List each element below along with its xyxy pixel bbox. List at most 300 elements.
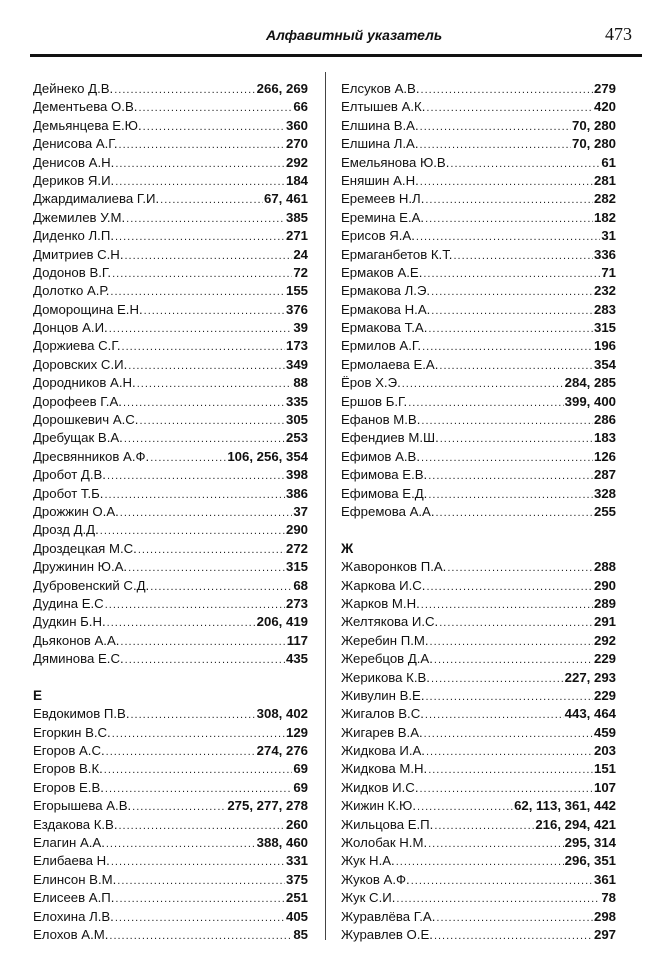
entry-pages: 420 bbox=[593, 99, 616, 115]
index-entry bbox=[33, 466, 308, 484]
section-letter: Е bbox=[33, 687, 43, 703]
entry-name: Дудкин Б.Н. bbox=[33, 614, 106, 630]
entry-pages: 288 bbox=[593, 559, 616, 575]
leader-dots bbox=[447, 559, 593, 576]
leader-dots bbox=[115, 909, 285, 926]
leader-dots bbox=[425, 706, 564, 723]
entry-pages: 399, 400 bbox=[564, 393, 616, 409]
entry-list-zh bbox=[341, 558, 616, 944]
entry-pages: 361 bbox=[593, 871, 616, 887]
entry-name: Дудина Е.С bbox=[33, 595, 104, 611]
entry-name: Елшина Л.А. bbox=[341, 136, 419, 152]
entry-name: Егоров В.К. bbox=[33, 761, 103, 777]
index-entry bbox=[33, 80, 308, 98]
leader-dots bbox=[430, 633, 593, 650]
leader-dots bbox=[117, 872, 285, 889]
entry-name: Елсуков А.В. bbox=[341, 81, 420, 96]
entry-pages: 196 bbox=[593, 338, 616, 354]
entry-name: Жигарев В.А. bbox=[341, 724, 423, 740]
leader-dots bbox=[450, 155, 600, 172]
index-entry bbox=[33, 264, 308, 282]
index-entry bbox=[33, 227, 308, 245]
index-entry bbox=[341, 595, 616, 613]
entry-name: Еняшин А.Н. bbox=[341, 172, 419, 188]
entry-name: Ефимов А.В. bbox=[341, 448, 421, 464]
entry-pages: 296, 351 bbox=[564, 853, 616, 869]
leader-dots bbox=[431, 302, 593, 319]
leader-dots bbox=[104, 761, 293, 778]
leader-dots bbox=[124, 430, 285, 447]
entry-name: Жигалов В.С. bbox=[341, 706, 424, 722]
leader-dots bbox=[440, 430, 593, 447]
leader-dots bbox=[428, 320, 593, 337]
entry-pages: 62, 113, 361, 442 bbox=[514, 798, 616, 814]
entry-pages: 273 bbox=[285, 595, 308, 611]
leader-dots bbox=[150, 578, 292, 595]
entry-pages: 443, 464 bbox=[564, 706, 616, 722]
leader-dots bbox=[122, 338, 285, 355]
index-entry bbox=[33, 521, 308, 539]
index-entry bbox=[33, 705, 308, 723]
index-entry bbox=[33, 908, 308, 926]
index-entry bbox=[341, 742, 616, 760]
entry-name: Ермолаева Е.А. bbox=[341, 356, 439, 372]
entry-pages: 266, 269 bbox=[256, 81, 308, 96]
leader-dots bbox=[428, 467, 593, 484]
entry-pages: 78 bbox=[601, 890, 616, 906]
entry-name: Дьяконов А.А. bbox=[33, 632, 120, 648]
leader-dots bbox=[396, 890, 600, 907]
entry-pages: 61 bbox=[601, 154, 616, 170]
index-entry bbox=[33, 816, 308, 834]
entry-pages: 398 bbox=[285, 467, 308, 483]
leader-dots bbox=[138, 541, 285, 558]
entry-name: Егоров Е.В. bbox=[33, 779, 104, 795]
entry-pages: 287 bbox=[593, 467, 616, 483]
entry-pages: 279 bbox=[593, 81, 616, 96]
entry-name: Елинсон В.М. bbox=[33, 871, 117, 887]
entry-pages: 117 bbox=[286, 632, 308, 648]
entry-list-e bbox=[33, 705, 308, 944]
entry-name: Денисова А.Г. bbox=[33, 136, 118, 152]
entry-name: Журавлев О.Е. bbox=[341, 926, 433, 942]
entry-pages: 272 bbox=[285, 540, 308, 556]
entry-name: Жук Н.А. bbox=[341, 853, 395, 869]
leader-dots bbox=[431, 670, 564, 687]
index-entry bbox=[341, 246, 616, 264]
entry-name: Евдокимов П.В. bbox=[33, 706, 130, 722]
entry-name: Ездакова К.В. bbox=[33, 816, 118, 832]
leader-dots bbox=[396, 853, 564, 870]
entry-name: Жолобак Н.М. bbox=[341, 835, 428, 851]
entry-pages: 203 bbox=[593, 743, 616, 759]
entry-name: Жаворонков П.А. bbox=[341, 559, 447, 575]
entry-pages: 107 bbox=[593, 779, 616, 795]
entry-name: Ершов Б.Г. bbox=[341, 393, 408, 409]
entry-name: Дубровенский С.Д. bbox=[33, 577, 150, 593]
entry-pages: 260 bbox=[285, 816, 308, 832]
entry-name: Елшина В.А. bbox=[341, 117, 419, 133]
index-entry bbox=[33, 852, 308, 870]
index-entry bbox=[33, 429, 308, 447]
leader-dots bbox=[120, 504, 293, 521]
index-entry bbox=[33, 650, 308, 668]
leader-dots bbox=[426, 688, 593, 705]
index-entry bbox=[341, 117, 616, 135]
index-entry bbox=[33, 558, 308, 576]
entry-name: Доровских С.И. bbox=[33, 356, 128, 372]
leader-dots bbox=[425, 210, 593, 227]
entry-pages: 227, 293 bbox=[564, 669, 616, 685]
entry-pages: 72 bbox=[293, 264, 308, 280]
index-entry bbox=[341, 356, 616, 374]
index-entry bbox=[33, 724, 308, 742]
entry-pages: 24 bbox=[293, 246, 308, 262]
leader-dots bbox=[453, 247, 593, 264]
leader-dots bbox=[150, 449, 226, 466]
entry-name: Диденко Л.П. bbox=[33, 228, 114, 244]
leader-dots bbox=[105, 780, 292, 797]
leader-dots bbox=[426, 578, 593, 595]
entry-pages: 386 bbox=[285, 485, 308, 501]
leader-dots bbox=[111, 853, 285, 870]
entry-pages: 229 bbox=[593, 651, 616, 667]
index-entry bbox=[341, 411, 616, 429]
entry-pages: 39 bbox=[293, 320, 308, 336]
entry-pages: 173 bbox=[285, 338, 308, 354]
index-entry bbox=[341, 834, 616, 852]
entry-pages: 270 bbox=[285, 136, 308, 152]
entry-pages: 70, 280 bbox=[572, 117, 616, 133]
index-entry bbox=[33, 448, 308, 466]
index-entry bbox=[341, 466, 616, 484]
index-entry bbox=[341, 650, 616, 668]
leader-dots bbox=[115, 155, 285, 172]
entry-name: Дородников А.Н. bbox=[33, 375, 136, 391]
leader-dots bbox=[426, 743, 593, 760]
entry-pages: 283 bbox=[593, 301, 616, 317]
entry-pages: 290 bbox=[593, 577, 616, 593]
leader-dots bbox=[112, 265, 292, 282]
entry-name: Ермаганбетов К.Т. bbox=[341, 246, 453, 262]
index-entry bbox=[33, 926, 308, 944]
leader-dots bbox=[112, 725, 285, 742]
entry-name: Ермакова Т.А. bbox=[341, 320, 428, 336]
entry-pages: 229 bbox=[593, 687, 616, 703]
leader-dots bbox=[436, 504, 593, 521]
index-entry bbox=[341, 503, 616, 521]
entry-pages: 336 bbox=[593, 246, 616, 262]
index-entry bbox=[33, 190, 308, 208]
entry-name: Додонов В.Г. bbox=[33, 264, 112, 280]
index-entry bbox=[33, 632, 308, 650]
index-entry bbox=[33, 779, 308, 797]
index-entry bbox=[33, 374, 308, 392]
entry-name: Доржиева С.Г. bbox=[33, 338, 121, 354]
entry-pages: 155 bbox=[285, 283, 308, 299]
leader-dots bbox=[137, 375, 293, 392]
entry-pages: 69 bbox=[293, 779, 308, 795]
leader-dots bbox=[431, 283, 593, 300]
index-entry bbox=[341, 871, 616, 889]
entry-name: Еремеев Н.Л. bbox=[341, 191, 425, 207]
leader-dots bbox=[402, 375, 564, 392]
entry-pages: 70, 280 bbox=[572, 136, 616, 152]
entry-pages: 291 bbox=[593, 614, 616, 630]
leader-dots bbox=[131, 706, 256, 723]
entry-list-e-continued bbox=[341, 80, 616, 521]
index-entry bbox=[33, 834, 308, 852]
entry-name: Жидков И.С. bbox=[341, 779, 419, 795]
entry-pages: 290 bbox=[285, 522, 308, 538]
entry-pages: 275, 277, 278 bbox=[227, 798, 308, 814]
entry-pages: 388, 460 bbox=[256, 835, 308, 851]
index-entry bbox=[341, 577, 616, 595]
leader-dots bbox=[420, 118, 571, 135]
entry-pages: 253 bbox=[285, 430, 308, 446]
leader-dots bbox=[132, 798, 226, 815]
section-gap bbox=[33, 669, 308, 687]
entry-pages: 298 bbox=[593, 908, 616, 924]
leader-dots bbox=[125, 651, 285, 668]
leader-dots bbox=[128, 559, 285, 576]
entry-pages: 335 bbox=[285, 393, 308, 409]
leader-dots bbox=[115, 890, 285, 907]
index-entry bbox=[341, 448, 616, 466]
entry-pages: 88 bbox=[293, 375, 308, 391]
entry-pages: 85 bbox=[293, 926, 308, 942]
leader-dots bbox=[115, 173, 285, 190]
leader-dots bbox=[144, 302, 285, 319]
leader-dots bbox=[107, 614, 256, 631]
leader-dots bbox=[143, 118, 285, 135]
entry-pages: 328 bbox=[593, 485, 616, 501]
page-header bbox=[30, 24, 642, 57]
entry-name: Жильцова Е.П. bbox=[341, 816, 434, 832]
entry-pages: 129 bbox=[285, 724, 308, 740]
entry-name: Егоров А.С. bbox=[33, 743, 105, 759]
entry-pages: 69 bbox=[293, 761, 308, 777]
index-entry bbox=[341, 319, 616, 337]
index-entry bbox=[33, 282, 308, 300]
leader-dots bbox=[421, 412, 593, 429]
index-entry bbox=[33, 319, 308, 337]
leader-dots bbox=[106, 743, 256, 760]
leader-dots bbox=[426, 99, 593, 116]
entry-pages: 331 bbox=[285, 853, 308, 869]
entry-pages: 151 bbox=[593, 761, 616, 777]
index-entry bbox=[341, 816, 616, 834]
entry-pages: 292 bbox=[593, 632, 616, 648]
index-entry bbox=[341, 705, 616, 723]
index-entry bbox=[341, 632, 616, 650]
leader-dots bbox=[421, 596, 593, 613]
entry-name: Еремина Е.А. bbox=[341, 209, 425, 225]
leader-dots bbox=[416, 228, 600, 245]
index-entry bbox=[33, 393, 308, 411]
entry-pages: 405 bbox=[285, 908, 308, 924]
index-entry bbox=[341, 301, 616, 319]
index-entry bbox=[341, 264, 616, 282]
index-entry bbox=[341, 926, 616, 944]
leader-dots bbox=[123, 394, 285, 411]
leader-dots bbox=[115, 228, 285, 245]
index-entry bbox=[341, 429, 616, 447]
entry-name: Елтышев А.К. bbox=[341, 99, 426, 115]
leader-dots bbox=[105, 596, 285, 613]
index-entry bbox=[33, 595, 308, 613]
entry-pages: 71 bbox=[601, 264, 616, 280]
entry-name: Жарков М.Н. bbox=[341, 595, 420, 611]
entry-pages: 183 bbox=[593, 430, 616, 446]
entry-name: Елагин А.А. bbox=[33, 835, 105, 851]
index-entry bbox=[341, 190, 616, 208]
entry-name: Жук С.И. bbox=[341, 890, 396, 906]
entry-pages: 297 bbox=[593, 926, 616, 942]
entry-name: Ермаков А.Е. bbox=[341, 264, 423, 280]
entry-pages: 284, 285 bbox=[564, 375, 616, 391]
section-gap bbox=[341, 521, 616, 539]
index-entry bbox=[33, 411, 308, 429]
leader-dots bbox=[119, 136, 285, 153]
entry-name: Дементьева О.В. bbox=[33, 99, 138, 115]
entry-name: Егоркин В.С. bbox=[33, 724, 111, 740]
entry-pages: 459 bbox=[593, 724, 616, 740]
entry-name: Долотко А.Р. bbox=[33, 283, 110, 299]
running-title: Алфавитный указатель bbox=[266, 27, 443, 43]
leader-dots bbox=[428, 486, 593, 503]
index-entry bbox=[341, 797, 616, 815]
leader-dots bbox=[424, 725, 593, 742]
entry-name: Ефендиев М.Ш. bbox=[341, 430, 439, 446]
entry-name: Журавлёва Г.А. bbox=[341, 908, 436, 924]
leader-dots bbox=[109, 320, 293, 337]
entry-name: Жеребин П.М. bbox=[341, 632, 429, 648]
entry-pages: 182 bbox=[593, 209, 616, 225]
entry-name: Ефимова Е.В. bbox=[341, 467, 428, 483]
entry-name: Дрозд Д.Д. bbox=[33, 522, 99, 538]
index-column-right bbox=[341, 80, 616, 944]
index-entry bbox=[33, 797, 308, 815]
entry-pages: 106, 256, 354 bbox=[227, 448, 308, 464]
entry-name: Елохов А.М. bbox=[33, 926, 109, 942]
entry-name: Дорошкевич А.С. bbox=[33, 412, 139, 428]
entry-list-d bbox=[33, 80, 308, 669]
leader-dots bbox=[434, 927, 593, 944]
entry-name: Елисеев А.П. bbox=[33, 890, 115, 906]
leader-dots bbox=[434, 817, 534, 834]
leader-dots bbox=[439, 614, 593, 631]
leader-dots bbox=[425, 191, 593, 208]
entry-name: Донцов А.И. bbox=[33, 320, 108, 336]
leader-dots bbox=[100, 522, 285, 539]
index-entry bbox=[33, 871, 308, 889]
leader-dots bbox=[138, 99, 292, 116]
leader-dots bbox=[106, 835, 256, 852]
entry-pages: 385 bbox=[285, 209, 308, 225]
index-entry bbox=[33, 246, 308, 264]
entry-name: Жаркова И.С. bbox=[341, 577, 426, 593]
entry-pages: 315 bbox=[593, 320, 616, 336]
entry-name: Доморощина Е.Н. bbox=[33, 301, 143, 317]
index-entry bbox=[341, 282, 616, 300]
entry-pages: 31 bbox=[601, 228, 616, 244]
index-entry bbox=[341, 724, 616, 742]
entry-pages: 206, 419 bbox=[256, 614, 308, 630]
index-entry bbox=[341, 852, 616, 870]
entry-name: Егорышева А.В. bbox=[33, 798, 132, 814]
entry-pages: 251 bbox=[285, 890, 308, 906]
index-entry bbox=[341, 558, 616, 576]
index-entry bbox=[341, 889, 616, 907]
entry-pages: 271 bbox=[285, 228, 308, 244]
leader-dots bbox=[420, 173, 593, 190]
entry-name: Ефремова А.А. bbox=[341, 503, 435, 519]
entry-name: Дрожжин О.А. bbox=[33, 503, 119, 519]
entry-name: Живулин В.Е. bbox=[341, 687, 425, 703]
entry-name: Жидкова И.А. bbox=[341, 743, 425, 759]
column-divider bbox=[325, 72, 326, 940]
entry-pages: 67, 461 bbox=[264, 191, 308, 207]
entry-pages: 315 bbox=[285, 559, 308, 575]
entry-name: Дейнеко Д.В. bbox=[33, 81, 114, 96]
entry-name: Демьянцева Е.Ю. bbox=[33, 117, 142, 133]
entry-pages: 289 bbox=[593, 595, 616, 611]
leader-dots bbox=[107, 467, 285, 484]
index-entry bbox=[33, 98, 308, 116]
index-entry bbox=[33, 356, 308, 374]
entry-name: Дроздецкая М.С. bbox=[33, 540, 137, 556]
index-entry bbox=[33, 172, 308, 190]
index-entry bbox=[33, 154, 308, 172]
leader-dots bbox=[417, 798, 513, 815]
index-entry bbox=[341, 172, 616, 190]
leader-dots bbox=[423, 265, 600, 282]
entry-name: Елохина Л.В. bbox=[33, 908, 114, 924]
index-entry bbox=[33, 209, 308, 227]
leader-dots bbox=[110, 283, 285, 300]
entry-pages: 37 bbox=[293, 503, 308, 519]
entry-pages: 68 bbox=[293, 577, 308, 593]
entry-name: Дорофеев Г.А. bbox=[33, 393, 122, 409]
entry-pages: 360 bbox=[285, 117, 308, 133]
leader-dots bbox=[428, 835, 564, 852]
index-entry bbox=[33, 117, 308, 135]
entry-pages: 286 bbox=[593, 412, 616, 428]
index-entry bbox=[33, 577, 308, 595]
index-entry bbox=[341, 669, 616, 687]
entry-pages: 126 bbox=[593, 448, 616, 464]
entry-name: Ерисов Я.А. bbox=[341, 228, 415, 244]
entry-pages: 232 bbox=[593, 283, 616, 299]
entry-pages: 216, 294, 421 bbox=[535, 816, 616, 832]
leader-dots bbox=[420, 780, 593, 797]
index-entry bbox=[341, 98, 616, 116]
leader-dots bbox=[408, 394, 563, 411]
leader-dots bbox=[439, 357, 593, 374]
index-entry bbox=[341, 393, 616, 411]
entry-name: Джемилев У.М. bbox=[33, 209, 126, 225]
entry-name: Дробот Т.Б. bbox=[33, 485, 104, 501]
entry-pages: 295, 314 bbox=[564, 835, 616, 851]
entry-name: Жерикова К.В. bbox=[341, 669, 430, 685]
entry-name: Ефимова Е.Д. bbox=[341, 485, 428, 501]
index-entry bbox=[33, 301, 308, 319]
entry-pages: 292 bbox=[285, 154, 308, 170]
entry-name: Жижин К.Ю. bbox=[341, 798, 417, 814]
index-entry bbox=[341, 80, 616, 98]
entry-name: Дребущак В.А. bbox=[33, 430, 123, 446]
